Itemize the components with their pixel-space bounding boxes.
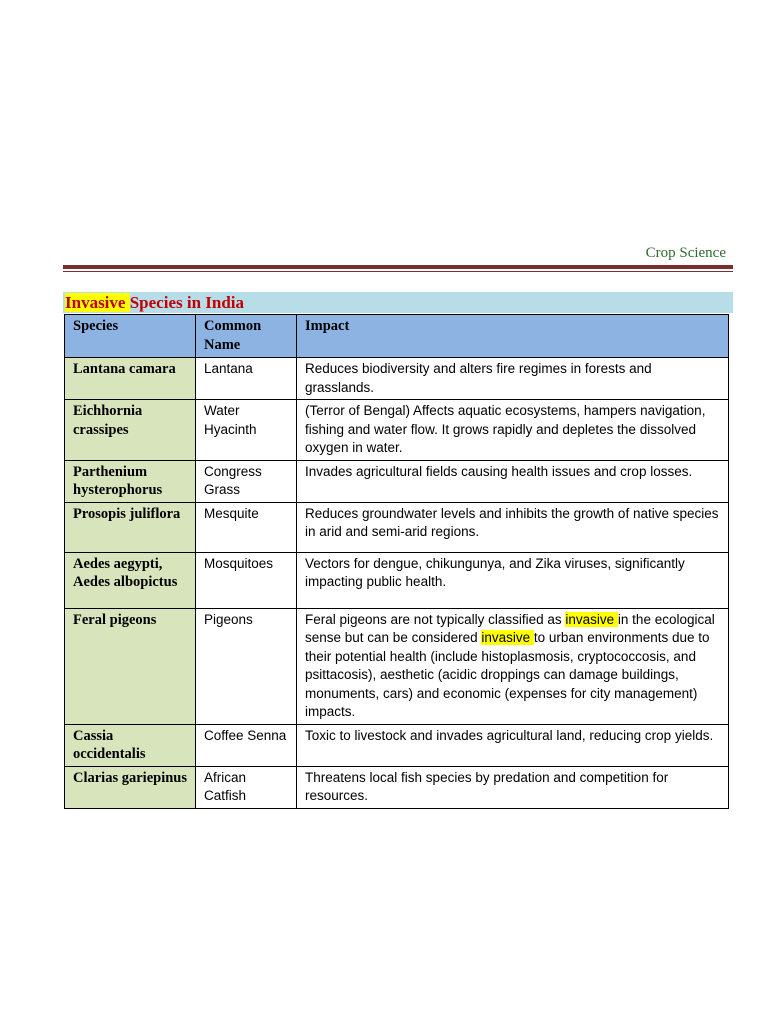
table-row xyxy=(65,724,729,766)
common-name-cell: Congress Grass xyxy=(196,460,297,502)
table-row xyxy=(65,766,729,808)
impact-cell: Reduces groundwater levels and inhibits the growth of native species in arid and semi-arid regions. xyxy=(297,502,729,552)
species-cell: Cassia occidentalis xyxy=(65,724,196,766)
species-cell: Prosopis juliflora xyxy=(65,502,196,552)
species-cell: Feral pigeons xyxy=(65,608,196,724)
impact-cell: (Terror of Bengal) Affects aquatic ecosystems, hampers navigation, fishing and water flow. It grows rapidly and depletes the dissolved oxygen in water. xyxy=(297,400,729,461)
header-species: Species xyxy=(65,315,196,358)
section-label: Crop Science xyxy=(645,245,726,261)
species-cell: Aedes aegypti, Aedes albopictus xyxy=(65,552,196,608)
table-row xyxy=(65,502,729,552)
impact-text: Feral pigeons are not typically classified as xyxy=(305,611,566,627)
highlighted-word: invasive xyxy=(481,630,534,645)
impact-cell xyxy=(297,608,729,724)
common-name-cell: Lantana xyxy=(196,358,297,400)
species-cell: Clarias gariepinus xyxy=(65,766,196,808)
table-title-bar xyxy=(63,292,733,313)
table-header-row xyxy=(65,315,729,358)
header-impact: Impact xyxy=(297,315,729,358)
impact-cell: Vectors for dengue, chikungunya, and Zika viruses, significantly impacting public health. xyxy=(297,552,729,608)
table-row xyxy=(65,460,729,502)
header-common-name: Common Name xyxy=(196,315,297,358)
header-rule-thick xyxy=(63,265,733,269)
table-row xyxy=(65,358,729,400)
impact-cell: Toxic to livestock and invades agricultural land, reducing crop yields. xyxy=(297,724,729,766)
table-title xyxy=(65,292,244,313)
title-highlight: Invasive xyxy=(65,293,130,312)
common-name-cell: Mesquite xyxy=(196,502,297,552)
common-name-cell: Pigeons xyxy=(196,608,297,724)
common-name-cell: Mosquitoes xyxy=(196,552,297,608)
impact-text: to urban environments due to their potential health (include histoplasmosis, cryptococcosis, and psittacosis), aesthetic (acidic droppings can damage buildings, monuments, cars) and economic (expenses for city management) impacts. xyxy=(305,630,710,719)
highlighted-word: invasive xyxy=(565,611,618,627)
species-cell: Eichhornia crassipes xyxy=(65,400,196,461)
table-row xyxy=(65,552,729,608)
common-name-cell: Water Hyacinth xyxy=(196,400,297,461)
title-rest: Species in India xyxy=(129,293,245,312)
common-name-cell: Coffee Senna xyxy=(196,724,297,766)
header-rule-thin xyxy=(63,271,733,272)
impact-cell: Reduces biodiversity and alters fire regimes in forests and grasslands. xyxy=(297,358,729,400)
common-name-cell: African Catfish xyxy=(196,766,297,808)
impact-text: in the ecological sense but can be considered xyxy=(305,611,715,645)
impact-cell: Threatens local fish species by predation and competition for resources. xyxy=(297,766,729,808)
species-cell: Lantana camara xyxy=(65,358,196,400)
invasive-species-table xyxy=(64,314,729,809)
table-row xyxy=(65,400,729,461)
table-row xyxy=(65,608,729,724)
species-cell: Parthenium hysterophorus xyxy=(65,460,196,502)
impact-cell: Invades agricultural fields causing health issues and crop losses. xyxy=(297,460,729,502)
